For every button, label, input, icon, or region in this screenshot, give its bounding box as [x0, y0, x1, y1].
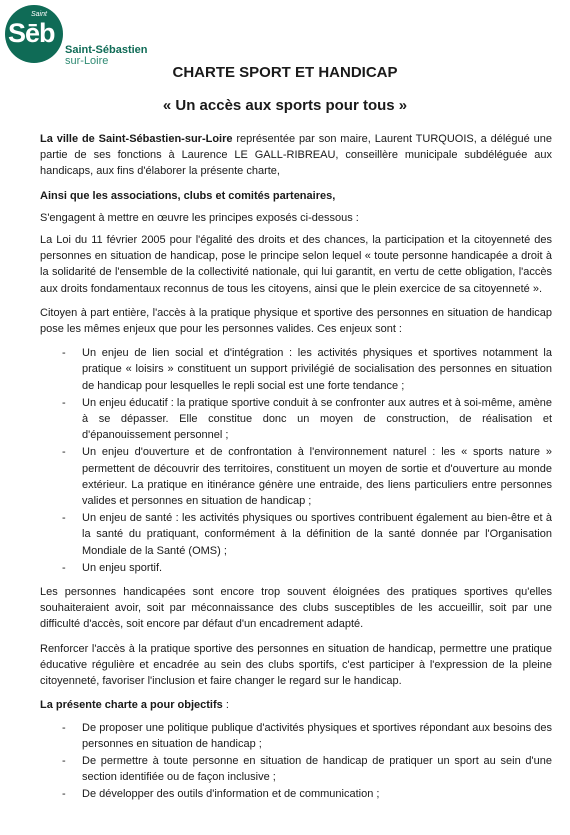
objectifs-tail: : — [222, 699, 229, 712]
intro-rest: représentée par son maire, Laurent TURQUOIS, a délégué une partie de ses fonctions à Laurence LE GALL-RIBREAU, conseillère municipale subdéléguée aux handicaps, aux fins d'élaborer la présente charte, — [40, 133, 552, 178]
dash-marker: - — [62, 446, 66, 459]
logo-saint: Saint — [31, 11, 47, 18]
intro-paragraph — [40, 131, 552, 180]
list-item — [40, 444, 552, 509]
list-item-text: Un enjeu de santé : les activités physiques ou sportives contribuent également au bien-être et à la santé du pratiquant, conformément à la définition de la santé donnée par l'Organisation Mondiale de la Santé (OMS) ; — [82, 512, 552, 557]
city-logo — [5, 5, 185, 67]
list-item — [40, 510, 552, 559]
renforcer-paragraph: Renforcer l'accès à la pratique sportive des personnes en situation de handicap, permettre une pratique éducative régulière et encadrée au sein des clubs sportifs, c'est participer à l'expression de la pleine citoyenneté, favoriser l'inclusion et faire changer le regard sur le handicap. — [40, 642, 552, 688]
dash-marker: - — [62, 396, 66, 409]
list-item — [40, 395, 552, 444]
dash-marker: - — [62, 512, 66, 525]
loi-paragraph: La Loi du 11 février 2005 pour l'égalité des droits et des chances, la participation et la citoyenneté des personnes en situation de handicap, pose le principe selon lequel « toute personne handicapée a droit à la solidarité de l'ensemble de la collectivité nationale, qui lui garantit, en vertu de cette obligation, l'accès aux droits fondamentaux reconnus de tous les citoyens, ainsi que le plein exercice de sa citoyenneté ». — [40, 234, 552, 295]
document-body — [40, 131, 552, 811]
dash-marker: - — [62, 561, 66, 574]
objectifs-heading — [40, 697, 552, 713]
objectifs-list — [40, 720, 552, 803]
list-item — [40, 753, 552, 785]
list-item-text: De développer des outils d'information et de communication ; — [82, 788, 380, 801]
list-item-text: Un enjeu sportif. — [82, 561, 163, 574]
document-title: CHARTE SPORT ET HANDICAP — [172, 64, 398, 81]
list-item-text: De permettre à toute personne en situation de handicap de pratiquer un sport au sein d'une section identifiée ou de façon inclusive ; — [82, 754, 552, 784]
associations-paragraph — [40, 188, 552, 204]
intro-lead: La ville de Saint-Sébastien-sur-Loire — [40, 133, 233, 145]
dash-marker: - — [62, 347, 66, 360]
list-item — [40, 560, 552, 576]
dash-marker: - — [62, 754, 66, 767]
list-item-text: Un enjeu de lien social et d'intégration : les activités physiques et sportives notamment la pratique « loisirs » constituent un support privilégié de socialisation des personnes en situation de handicap pour lesquelles le repli social est une forte tendance ; — [82, 347, 552, 392]
list-item — [40, 720, 552, 752]
document-subtitle: « Un accès aux sports pour tous » — [162, 97, 408, 114]
logo-disc — [5, 5, 63, 63]
logo-line-2: sur-Loire — [65, 55, 109, 67]
engage-paragraph: S'engagent à mettre en œuvre les principes exposés ci-dessous : — [40, 211, 359, 224]
logo-line-1: Saint-Sébastien — [65, 44, 148, 56]
eloignees-paragraph: Les personnes handicapées sont encore trop souvent éloignées des pratiques sportives qu'elles souhaiteraient avoir, soit par méconnaissance des clubs susceptibles de les accueillir, soit par une difficulté d'accès, soit encore par défaut d'un encadrement adapté. — [40, 586, 552, 631]
dash-marker: - — [62, 721, 66, 734]
citoyen-paragraph: Citoyen à part entière, l'accès à la pratique physique et sportive des personnes en situation de handicap pose les mêmes enjeux que pour les personnes valides. Ces enjeux sont : — [40, 306, 552, 336]
objectifs-lead: La présente charte a pour objectifs — [40, 699, 223, 712]
list-item — [40, 786, 552, 802]
list-item-text: Un enjeu éducatif : la pratique sportive conduit à se confronter aux autres et à soi-même, amène à se dépasser. Elle constitue donc un moyen de construction, de réalisation et d'épanouissement personnel ; — [82, 396, 552, 442]
associations-text: Ainsi que les associations, clubs et comités partenaires, — [40, 189, 336, 202]
list-item-text: Un enjeu d'ouverture et de confrontation à l'environnement naturel : les « sports nature » permettent de découvrir des territoires, constituent un moyen de sortie et d'ouverture au monde extérieur. La pratique en itinérance génère une entraide, des liens particuliers entre personnes valides et personnes en situation de handicap ; — [82, 446, 552, 508]
enjeux-list — [40, 345, 552, 576]
dash-marker: - — [62, 788, 66, 801]
list-item-text: De proposer une politique publique d'activités physiques et sportives répondant aux besoins des personnes en situation de handicap ; — [82, 721, 552, 750]
list-item — [40, 345, 552, 394]
logo-mark: Sēb — [8, 18, 55, 48]
